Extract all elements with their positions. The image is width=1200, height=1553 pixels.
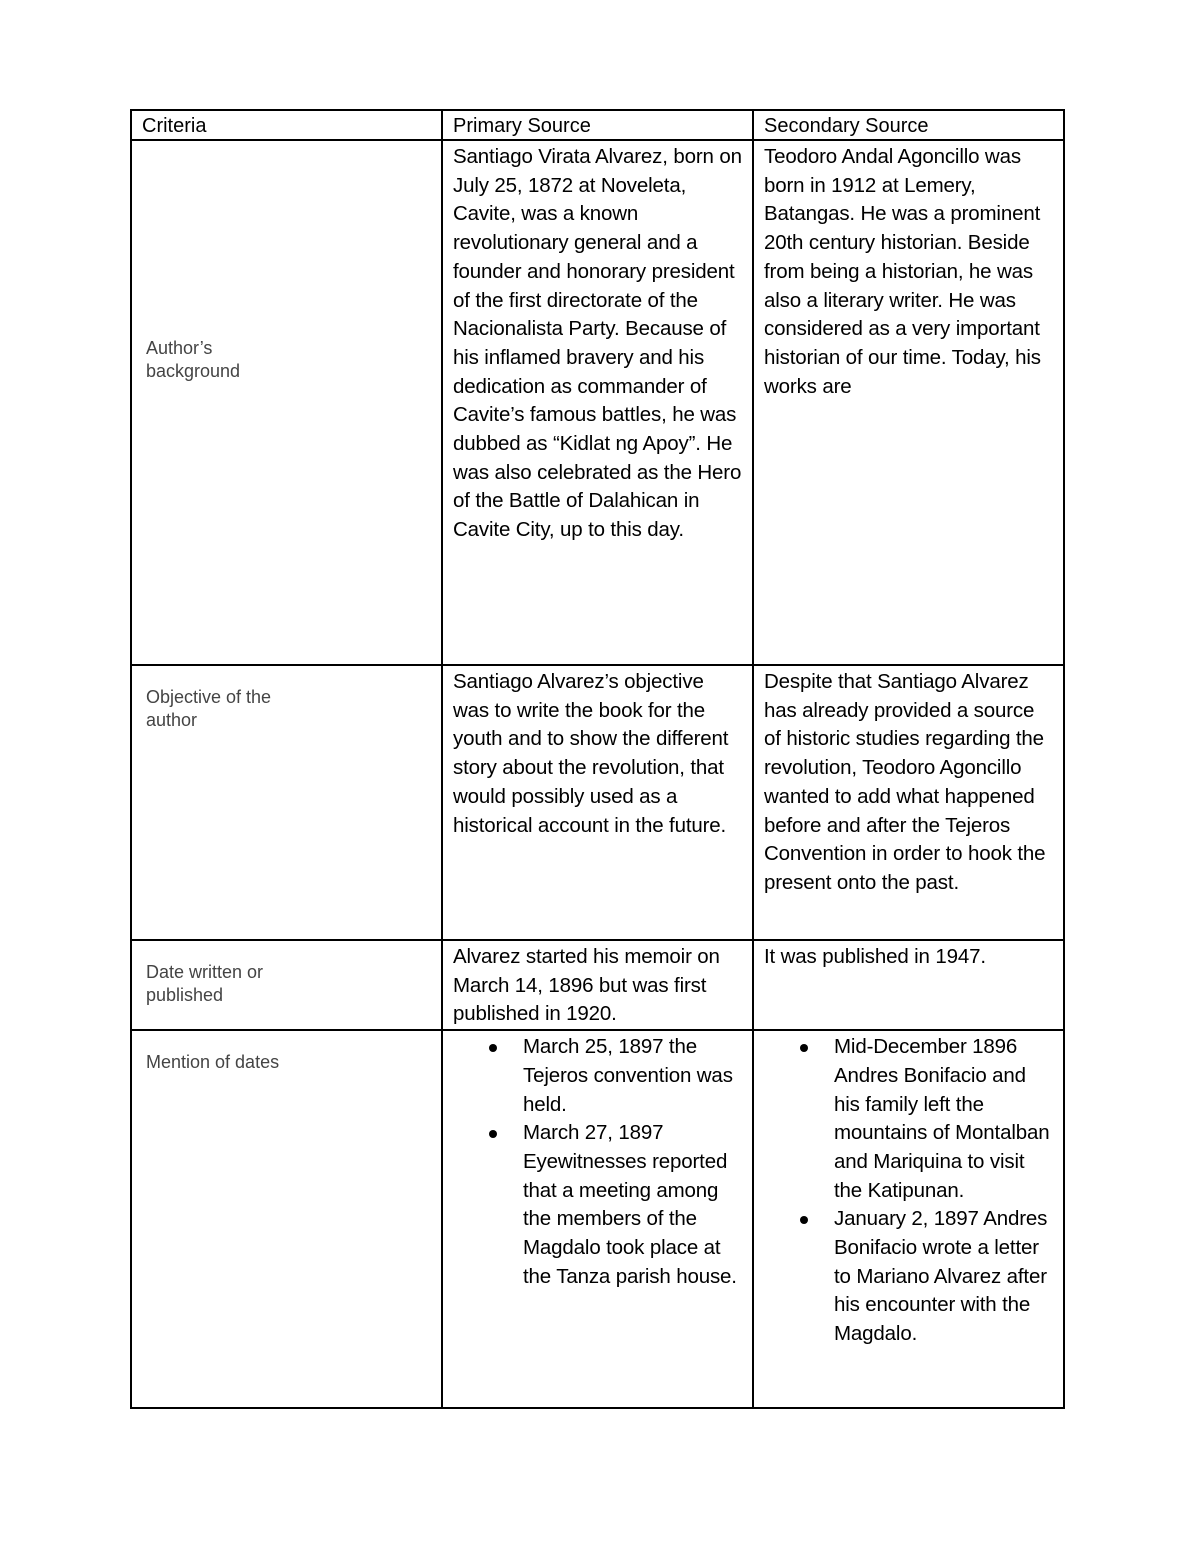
- bullet-icon: [489, 1044, 497, 1052]
- header-primary-source: Primary Source: [442, 110, 753, 140]
- criteria-cell: [131, 940, 442, 1030]
- list-item-text: Mid-December 1896 Andres Bonifacio and his family left the mountains of Montalban and Mariquina to visit the Katipunan.: [834, 1035, 1050, 1202]
- secondary-cell: It was published in 1947.: [753, 940, 1064, 1030]
- header-criteria: Criteria: [131, 110, 442, 140]
- table-row: [131, 140, 1064, 665]
- criteria-cell: [131, 665, 442, 940]
- table-row: [131, 1030, 1064, 1408]
- primary-dates-list: [453, 1033, 744, 1291]
- criteria-label: Mention of dates: [146, 1052, 280, 1073]
- bullet-icon: [800, 1216, 808, 1224]
- list-item-text: March 27, 1897 Eyewitnesses reported that a meeting among the members of the Magdalo took place at the Tanza parish house.: [523, 1121, 737, 1288]
- secondary-cell: Despite that Santiago Alvarez has already provided a source of historic studies regarding the revolution, Teodoro Agoncillo wanted to add what happened before and after the Tejeros Convention in order to hook the present onto the past.: [753, 665, 1064, 940]
- criteria-label: Author’s background: [146, 337, 241, 381]
- comparison-table: [130, 109, 1065, 1409]
- secondary-cell: Teodoro Andal Agoncillo was born in 1912 at Lemery, Batangas. He was a prominent 20th century historian. Beside from being a historian, he was also a literary writer. He was considered as a very important historian of our time. Today, his works are: [753, 140, 1064, 665]
- header-secondary-source: Secondary Source: [753, 110, 1064, 140]
- list-item: [523, 1119, 744, 1291]
- criteria-cell: [131, 1030, 442, 1408]
- table-row: [131, 665, 1064, 940]
- list-item-text: March 25, 1897 the Tejeros convention was held.: [523, 1035, 733, 1116]
- list-item-text: January 2, 1897 Andres Bonifacio wrote a letter to Mariano Alvarez after his encounter with the Magdalo.: [834, 1207, 1048, 1346]
- primary-cell: Alvarez started his memoir on March 14, 1896 but was first published in 1920.: [442, 940, 753, 1030]
- criteria-cell: [131, 140, 442, 665]
- table-row: [131, 940, 1064, 1030]
- secondary-dates-list: [764, 1033, 1055, 1349]
- list-item: [834, 1033, 1055, 1205]
- primary-cell: [442, 1030, 753, 1408]
- criteria-label: Date written or published: [146, 962, 264, 1005]
- bullet-icon: [800, 1044, 808, 1052]
- primary-cell: Santiago Alvarez’s objective was to write the book for the youth and to show the different story about the revolution, that would possibly used as a historical account in the future.: [442, 665, 753, 940]
- list-item: [523, 1033, 744, 1119]
- primary-cell: Santiago Virata Alvarez, born on July 25, 1872 at Noveleta, Cavite, was a known revolutionary general and a founder and honorary president of the first directorate of the Nacionalista Party. Because of his inflamed bravery and his dedication as commander of Cavite’s famous battles, he was dubbed as “Kidlat ng Apoy”. He was also celebrated as the Hero of the Battle of Dalahican in Cavite City, up to this day.: [442, 140, 753, 665]
- list-item: [834, 1205, 1055, 1349]
- criteria-label: Objective of the author: [146, 687, 272, 730]
- secondary-cell: [753, 1030, 1064, 1408]
- header-row: [131, 110, 1064, 140]
- bullet-icon: [489, 1130, 497, 1138]
